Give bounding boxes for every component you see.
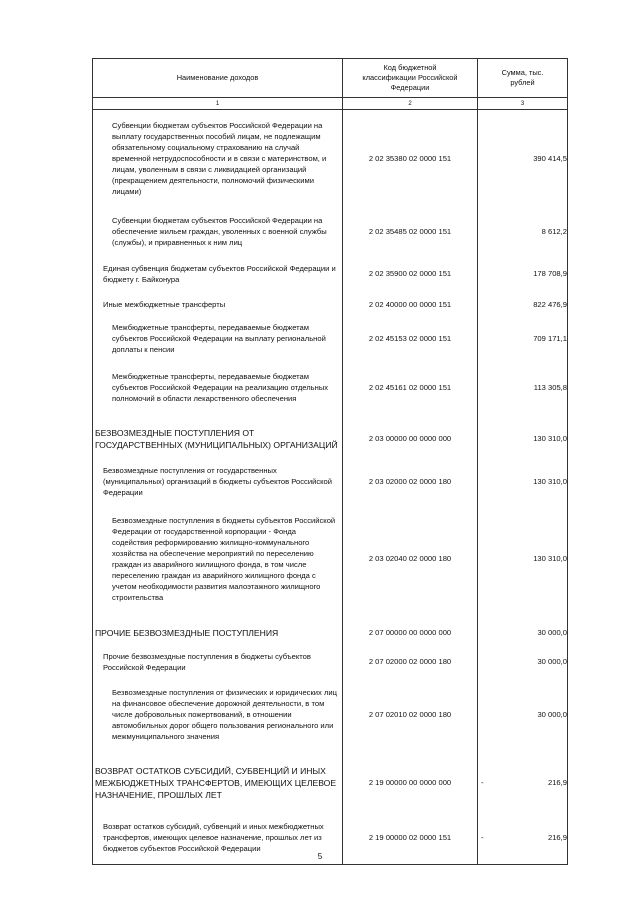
table-row <box>93 415 568 463</box>
row-amount-value: 8 612,2 <box>541 227 567 236</box>
row-amount-value: 130 310,0 <box>533 477 567 486</box>
row-amount-value: 130 310,0 <box>533 434 567 443</box>
row-code: 2 02 35900 02 0000 151 <box>343 256 478 292</box>
row-amount <box>478 617 568 649</box>
row-name: Безвозмездные поступления от государственных (муниципальных) организаций в бюджеты субъектов Российской Федерации <box>93 463 343 501</box>
row-code: 2 02 45161 02 0000 151 <box>343 360 478 415</box>
column-number: 3 <box>478 98 568 110</box>
row-code: 2 03 00000 00 0000 000 <box>343 415 478 463</box>
table-row <box>93 501 568 617</box>
table-row <box>93 360 568 415</box>
header-amount-text: Сумма, тыс. рублей <box>501 68 544 87</box>
table-row <box>93 208 568 256</box>
row-amount <box>478 649 568 675</box>
row-amount-value: 822 476,9 <box>533 299 567 309</box>
row-amount-value: 216,9 <box>547 778 567 787</box>
page-number: 5 <box>317 852 323 861</box>
column-number-row <box>93 98 568 110</box>
row-amount <box>478 317 568 360</box>
row-code: 2 07 02000 02 0000 180 <box>343 649 478 675</box>
table-row <box>93 256 568 292</box>
header-code <box>343 59 478 98</box>
row-name: Иные межбюджетные трансферты <box>93 292 343 317</box>
row-code: 2 02 40000 00 0000 151 <box>343 292 478 317</box>
row-amount <box>478 360 568 415</box>
row-name: БЕЗВОЗМЕЗДНЫЕ ПОСТУПЛЕНИЯ ОТ ГОСУДАРСТВЕННЫХ (МУНИЦИПАЛЬНЫХ) ОРГАНИЗАЦИЙ <box>93 415 343 463</box>
row-amount-value: 113 305,8 <box>533 382 567 392</box>
row-name: Возврат остатков субсидий, субвенций и иных межбюджетных трансфертов, имеющих целевое назначение, прошлых лет из бюджетов субъектов Российской Федерации <box>93 811 343 865</box>
row-name: Безвозмездные поступления в бюджеты субъектов Российской Федерации от государственной корпорации - Фонда содействия реформированию жилищно-коммунального хозяйства на обеспечение мероприятий по переселению граждан из аварийного жилищного фонда, в том числе переселению граждан из аварийного жилищного фонда с учетом необходимости развития малоэтажного жилищного строительства <box>93 501 343 617</box>
row-code: 2 02 35380 02 0000 151 <box>343 110 478 208</box>
row-code: 2 07 00000 00 0000 000 <box>343 617 478 649</box>
table-row <box>93 649 568 675</box>
table-header-row <box>93 59 568 98</box>
row-amount <box>478 755 568 811</box>
row-name: Безвозмездные поступления от физических и юридических лиц на финансовое обеспечение дорожной деятельности, в том числе добровольных пожертвований, в отношении автомобильных дорог общего пользования регионального или межмуниципального значения <box>93 675 343 755</box>
table-row <box>93 317 568 360</box>
header-name: Наименование доходов <box>93 59 343 98</box>
row-amount-value: 130 310,0 <box>533 554 567 563</box>
row-amount-value: 30 000,0 <box>537 628 567 637</box>
row-code: 2 02 45153 02 0000 151 <box>343 317 478 360</box>
row-amount-value: 178 708,9 <box>533 269 567 278</box>
row-code: 2 07 02010 02 0000 180 <box>343 675 478 755</box>
row-code: 2 19 00000 02 0000 151 <box>343 811 478 865</box>
table-row <box>93 110 568 208</box>
table-row <box>93 292 568 317</box>
row-name: Межбюджетные трансферты, передаваемые бюджетам субъектов Российской Федерации на реализацию отдельных полномочий в области лекарственного обеспечения <box>93 360 343 415</box>
row-name: Субвенции бюджетам субъектов Российской Федерации на выплату государственных пособий лицам, не подлежащим обязательному социальному страхованию на случай временной нетрудоспособности и в связи с материнством, и лицам, уволенным в связи с ликвидацией организаций (прекращением деятельности, полномочий физическими лицами) <box>93 110 343 208</box>
row-name: ВОЗВРАТ ОСТАТКОВ СУБСИДИЙ, СУБВЕНЦИЙ И ИНЫХ МЕЖБЮДЖЕТНЫХ ТРАНСФЕРТОВ, ИМЕЮЩИХ ЦЕЛЕВОЕ НАЗНАЧЕНИЕ, ПРОШЛЫХ ЛЕТ <box>93 755 343 811</box>
table-row <box>93 463 568 501</box>
row-code: 2 19 00000 00 0000 000 <box>343 755 478 811</box>
row-amount-value: 30 000,0 <box>537 710 567 719</box>
row-amount-value: 30 000,0 <box>537 657 567 666</box>
row-amount <box>478 256 568 292</box>
row-amount <box>478 463 568 501</box>
column-number: 1 <box>93 98 343 110</box>
row-sign: - <box>481 778 484 787</box>
table-row <box>93 755 568 811</box>
row-amount <box>478 675 568 755</box>
row-amount-value: 390 414,5 <box>533 154 567 164</box>
row-amount <box>478 415 568 463</box>
row-name: Прочие безвозмездные поступления в бюджеты субъектов Российской Федерации <box>93 649 343 675</box>
row-amount-value: 216,9 <box>547 832 567 842</box>
row-sign: - <box>481 832 484 842</box>
header-amount <box>478 59 568 98</box>
row-amount-value: 709 171,1 <box>533 333 567 343</box>
row-code: 2 03 02040 02 0000 180 <box>343 501 478 617</box>
row-name: ПРОЧИЕ БЕЗВОЗМЕЗДНЫЕ ПОСТУПЛЕНИЯ <box>93 617 343 649</box>
row-amount <box>478 501 568 617</box>
header-code-text: Код бюджетной классификации Российской Федерации <box>362 63 458 92</box>
row-name: Субвенции бюджетам субъектов Российской Федерации на обеспечение жильем граждан, уволенных с военной службы (службы), и приравненных к ним лиц <box>93 208 343 256</box>
row-code: 2 02 35485 02 0000 151 <box>343 208 478 256</box>
table-row <box>93 675 568 755</box>
row-amount <box>478 110 568 208</box>
row-name: Единая субвенция бюджетам субъектов Российской Федерации и бюджету г. Байконура <box>93 256 343 292</box>
revenue-table <box>92 58 568 865</box>
row-code: 2 03 02000 02 0000 180 <box>343 463 478 501</box>
column-number: 2 <box>343 98 478 110</box>
row-amount <box>478 208 568 256</box>
row-name: Межбюджетные трансферты, передаваемые бюджетам субъектов Российской Федерации на выплату региональной доплаты к пенсии <box>93 317 343 360</box>
row-amount <box>478 292 568 317</box>
table-row <box>93 617 568 649</box>
